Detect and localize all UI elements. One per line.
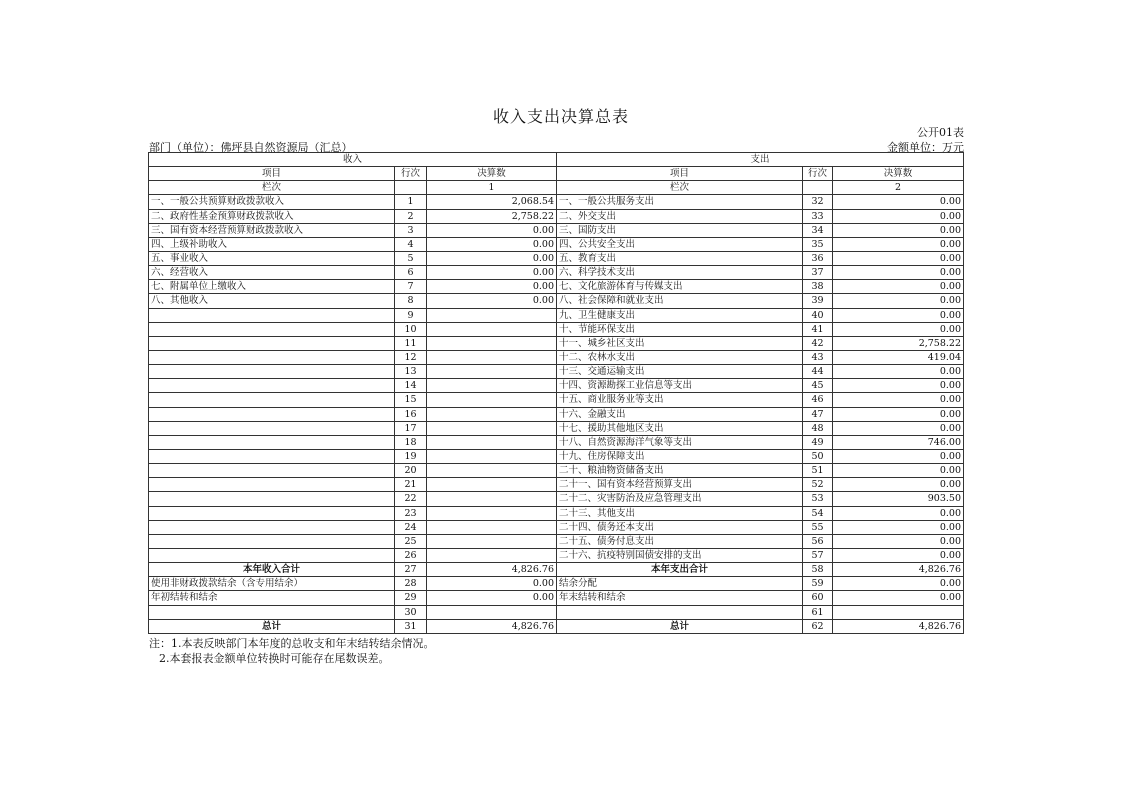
expense-amount-cell: 0.00 (833, 478, 964, 492)
income-column-number: 1 (427, 181, 557, 195)
table-row (149, 506, 964, 520)
expense-line-no-cell: 50 (803, 449, 833, 463)
income-line-no-cell: 10 (395, 322, 427, 336)
income-amount-cell (427, 421, 557, 435)
expense-column-number: 2 (833, 181, 964, 195)
expense-item-cell: 二十二、灾害防治及应急管理支出 (557, 492, 803, 506)
expense-item-cell: 二、外交支出 (557, 209, 803, 223)
income-amount-cell: 4,826.76 (427, 619, 557, 633)
table-row (149, 548, 964, 562)
expense-line-no-cell: 32 (803, 195, 833, 209)
income-amount-cell (427, 464, 557, 478)
income-line-no-cell: 24 (395, 520, 427, 534)
income-amount-cell (427, 350, 557, 364)
income-line-no-cell: 7 (395, 280, 427, 294)
expense-amount-cell: 4,826.76 (833, 619, 964, 633)
expense-amount-cell: 0.00 (833, 534, 964, 548)
income-item-cell (149, 393, 395, 407)
income-line-no-cell: 18 (395, 435, 427, 449)
table-row (149, 492, 964, 506)
expense-amount-cell: 0.00 (833, 195, 964, 209)
table-row (149, 209, 964, 223)
table-row (149, 308, 964, 322)
income-line-no-cell: 13 (395, 365, 427, 379)
expense-line-no-cell: 51 (803, 464, 833, 478)
empty-cell (803, 181, 833, 195)
expense-amount-cell: 0.00 (833, 591, 964, 605)
income-item-cell: 五、事业收入 (149, 251, 395, 265)
income-line-no-cell: 25 (395, 534, 427, 548)
table-row (149, 563, 964, 577)
income-amount-cell (427, 393, 557, 407)
table-row (149, 449, 964, 463)
expense-amount-cell: 0.00 (833, 464, 964, 478)
income-amount-cell (427, 605, 557, 619)
expense-amount-cell: 746.00 (833, 435, 964, 449)
income-item-cell (149, 548, 395, 562)
expense-line-no-cell: 46 (803, 393, 833, 407)
income-item-cell (149, 449, 395, 463)
header-row-sections (149, 153, 964, 167)
expense-item-cell: 三、国防支出 (557, 223, 803, 237)
expense-line-no-cell: 61 (803, 605, 833, 619)
expense-amount-cell: 0.00 (833, 393, 964, 407)
expense-line-no-cell: 60 (803, 591, 833, 605)
form-id: 公开01表 (917, 126, 964, 139)
income-item-cell (149, 379, 395, 393)
table-row (149, 294, 964, 308)
table-row (149, 464, 964, 478)
income-line-no-cell: 22 (395, 492, 427, 506)
income-item-cell (149, 478, 395, 492)
income-item-cell: 总计 (149, 619, 395, 633)
expense-item-cell: 八、社会保障和就业支出 (557, 294, 803, 308)
expense-item-cell: 十二、农林水支出 (557, 350, 803, 364)
expense-line-no-cell: 58 (803, 563, 833, 577)
expense-line-no-cell: 56 (803, 534, 833, 548)
expense-item-cell: 二十四、债务还本支出 (557, 520, 803, 534)
expense-amount-cell: 0.00 (833, 294, 964, 308)
income-item-cell: 六、经营收入 (149, 266, 395, 280)
expense-item-cell: 二十五、债务付息支出 (557, 534, 803, 548)
expense-amount-cell: 0.00 (833, 520, 964, 534)
expense-item-cell: 年末结转和结余 (557, 591, 803, 605)
expense-amount-cell: 0.00 (833, 251, 964, 265)
table-row (149, 619, 964, 633)
income-item-cell (149, 520, 395, 534)
table-row (149, 350, 964, 364)
expense-amount-cell: 903.50 (833, 492, 964, 506)
income-amount-cell (427, 449, 557, 463)
expense-item-cell: 十八、自然资源海洋气象等支出 (557, 435, 803, 449)
income-amount-cell: 4,826.76 (427, 563, 557, 577)
income-line-no-cell: 16 (395, 407, 427, 421)
expense-line-no-cell: 39 (803, 294, 833, 308)
note-2: 2.本套报表金额单位转换时可能存在尾数误差。 (159, 652, 390, 665)
income-item-cell: 八、其他收入 (149, 294, 395, 308)
expense-item-cell: 五、教育支出 (557, 251, 803, 265)
table-row (149, 520, 964, 534)
income-item-cell (149, 308, 395, 322)
table-row (149, 237, 964, 251)
table-row (149, 322, 964, 336)
table-row (149, 195, 964, 209)
income-amount-cell (427, 435, 557, 449)
expense-column-label: 栏次 (557, 181, 803, 195)
expense-item-cell (557, 605, 803, 619)
income-item-cell: 四、上级补助收入 (149, 237, 395, 251)
income-line-no-cell: 20 (395, 464, 427, 478)
expense-item-cell: 十三、交通运输支出 (557, 365, 803, 379)
expense-section-header: 支出 (557, 153, 964, 167)
income-section-header: 收入 (149, 153, 557, 167)
expense-line-no-cell: 48 (803, 421, 833, 435)
expense-line-no-cell: 36 (803, 251, 833, 265)
expense-line-no-cell: 53 (803, 492, 833, 506)
expense-line-no-cell: 45 (803, 379, 833, 393)
income-line-no-cell: 26 (395, 548, 427, 562)
table-row (149, 421, 964, 435)
income-item-cell (149, 506, 395, 520)
income-item-cell (149, 407, 395, 421)
income-item-header: 项目 (149, 167, 395, 181)
income-amount-header: 决算数 (427, 167, 557, 181)
expense-item-cell: 本年支出合计 (557, 563, 803, 577)
expense-item-cell: 二十六、抗疫特别国债安排的支出 (557, 548, 803, 562)
expense-line-no-cell: 37 (803, 266, 833, 280)
empty-cell (395, 181, 427, 195)
income-item-cell (149, 464, 395, 478)
income-item-cell: 年初结转和结余 (149, 591, 395, 605)
income-amount-cell (427, 478, 557, 492)
expense-amount-cell: 0.00 (833, 237, 964, 251)
expense-line-no-cell: 34 (803, 223, 833, 237)
expense-item-cell: 总计 (557, 619, 803, 633)
income-amount-cell (427, 379, 557, 393)
header-row-columns (149, 167, 964, 181)
income-amount-cell (427, 336, 557, 350)
table-row (149, 266, 964, 280)
header-row-column-numbers (149, 181, 964, 195)
expense-amount-cell: 419.04 (833, 350, 964, 364)
expense-line-no-cell: 42 (803, 336, 833, 350)
income-item-cell: 二、政府性基金预算财政拨款收入 (149, 209, 395, 223)
expense-item-cell: 十、节能环保支出 (557, 322, 803, 336)
expense-line-no-cell: 47 (803, 407, 833, 421)
income-item-cell (149, 492, 395, 506)
expense-item-cell: 十四、资源勘探工业信息等支出 (557, 379, 803, 393)
expense-amount-cell: 0.00 (833, 266, 964, 280)
expense-item-cell: 结余分配 (557, 577, 803, 591)
income-amount-cell (427, 407, 557, 421)
income-amount-cell: 0.00 (427, 577, 557, 591)
expense-item-cell: 十一、城乡社区支出 (557, 336, 803, 350)
income-item-cell (149, 350, 395, 364)
expense-amount-cell: 0.00 (833, 209, 964, 223)
expense-amount-cell: 0.00 (833, 365, 964, 379)
table-row (149, 605, 964, 619)
income-item-cell (149, 605, 395, 619)
income-line-no-cell: 5 (395, 251, 427, 265)
income-line-no-cell: 21 (395, 478, 427, 492)
table-row (149, 379, 964, 393)
income-amount-cell: 0.00 (427, 280, 557, 294)
expense-item-cell: 九、卫生健康支出 (557, 308, 803, 322)
expense-amount-cell: 2,758.22 (833, 336, 964, 350)
expense-line-no-cell: 41 (803, 322, 833, 336)
expense-line-no-cell: 43 (803, 350, 833, 364)
table-row (149, 435, 964, 449)
note-1: 注：1.本表反映部门本年度的总收支和年末结转结余情况。 (149, 637, 435, 650)
income-line-no-cell: 31 (395, 619, 427, 633)
income-line-no-cell: 2 (395, 209, 427, 223)
income-amount-cell: 2,068.54 (427, 195, 557, 209)
table-row (149, 534, 964, 548)
expense-amount-cell: 0.00 (833, 548, 964, 562)
table-row (149, 365, 964, 379)
expense-amount-cell: 0.00 (833, 407, 964, 421)
page-title: 收入支出决算总表 (492, 107, 629, 126)
income-item-cell (149, 365, 395, 379)
income-item-cell: 使用非财政拨款结余（含专用结余） (149, 577, 395, 591)
income-amount-cell (427, 548, 557, 562)
expense-item-cell: 十五、商业服务业等支出 (557, 393, 803, 407)
income-column-label: 栏次 (149, 181, 395, 195)
income-line-no-cell: 15 (395, 393, 427, 407)
expense-item-cell: 十七、援助其他地区支出 (557, 421, 803, 435)
table-row (149, 223, 964, 237)
income-line-no-cell: 8 (395, 294, 427, 308)
table-row (149, 577, 964, 591)
income-line-no-cell: 30 (395, 605, 427, 619)
expense-item-cell: 十六、金融支出 (557, 407, 803, 421)
income-amount-cell: 0.00 (427, 591, 557, 605)
expense-line-no-cell: 57 (803, 548, 833, 562)
expense-line-no-cell: 35 (803, 237, 833, 251)
income-line-no-cell: 29 (395, 591, 427, 605)
income-item-cell: 三、国有资本经营预算财政拨款收入 (149, 223, 395, 237)
expense-amount-cell: 0.00 (833, 308, 964, 322)
income-item-cell (149, 421, 395, 435)
table-row (149, 407, 964, 421)
income-line-no-cell: 12 (395, 350, 427, 364)
table-row (149, 478, 964, 492)
unit-label: 金额单位：万元 (887, 141, 964, 154)
income-line-no-header: 行次 (395, 167, 427, 181)
table-row (149, 591, 964, 605)
expense-line-no-cell: 38 (803, 280, 833, 294)
income-line-no-cell: 17 (395, 421, 427, 435)
income-item-cell (149, 534, 395, 548)
expense-item-cell: 二十三、其他支出 (557, 506, 803, 520)
income-amount-cell (427, 520, 557, 534)
table-row (149, 280, 964, 294)
expense-amount-cell: 0.00 (833, 577, 964, 591)
expense-line-no-cell: 55 (803, 520, 833, 534)
income-line-no-cell: 27 (395, 563, 427, 577)
table-row (149, 251, 964, 265)
expense-item-cell: 六、科学技术支出 (557, 266, 803, 280)
table-row (149, 393, 964, 407)
income-amount-cell: 0.00 (427, 223, 557, 237)
income-line-no-cell: 19 (395, 449, 427, 463)
expense-item-cell: 十九、住房保障支出 (557, 449, 803, 463)
expense-amount-cell (833, 605, 964, 619)
income-item-cell: 一、一般公共预算财政拨款收入 (149, 195, 395, 209)
expense-line-no-cell: 33 (803, 209, 833, 223)
income-amount-cell: 0.00 (427, 237, 557, 251)
income-expense-table (148, 152, 964, 634)
department-label: 部门（单位）：佛坪县自然资源局（汇总） (149, 141, 353, 154)
income-amount-cell (427, 534, 557, 548)
income-line-no-cell: 11 (395, 336, 427, 350)
expense-item-cell: 一、一般公共服务支出 (557, 195, 803, 209)
income-line-no-cell: 23 (395, 506, 427, 520)
expense-item-header: 项目 (557, 167, 803, 181)
expense-item-cell: 二十、粮油物资储备支出 (557, 464, 803, 478)
income-amount-cell: 2,758.22 (427, 209, 557, 223)
expense-line-no-cell: 40 (803, 308, 833, 322)
expense-amount-cell: 0.00 (833, 223, 964, 237)
income-item-cell (149, 322, 395, 336)
expense-line-no-cell: 49 (803, 435, 833, 449)
expense-item-cell: 七、文化旅游体育与传媒支出 (557, 280, 803, 294)
table-row (149, 336, 964, 350)
income-amount-cell (427, 492, 557, 506)
expense-amount-cell: 0.00 (833, 506, 964, 520)
income-amount-cell (427, 506, 557, 520)
expense-line-no-cell: 52 (803, 478, 833, 492)
expense-line-no-cell: 62 (803, 619, 833, 633)
income-line-no-cell: 9 (395, 308, 427, 322)
income-item-cell: 七、附属单位上缴收入 (149, 280, 395, 294)
expense-amount-cell: 0.00 (833, 280, 964, 294)
income-line-no-cell: 1 (395, 195, 427, 209)
expense-item-cell: 二十一、国有资本经营预算支出 (557, 478, 803, 492)
income-item-cell (149, 336, 395, 350)
expense-amount-cell: 0.00 (833, 449, 964, 463)
income-amount-cell: 0.00 (427, 251, 557, 265)
expense-line-no-cell: 59 (803, 577, 833, 591)
income-line-no-cell: 14 (395, 379, 427, 393)
notes (149, 636, 435, 666)
income-item-cell: 本年收入合计 (149, 563, 395, 577)
expense-amount-cell: 0.00 (833, 379, 964, 393)
expense-amount-header: 决算数 (833, 167, 964, 181)
income-amount-cell (427, 322, 557, 336)
expense-amount-cell: 4,826.76 (833, 563, 964, 577)
income-amount-cell (427, 365, 557, 379)
income-line-no-cell: 6 (395, 266, 427, 280)
expense-amount-cell: 0.00 (833, 322, 964, 336)
income-line-no-cell: 28 (395, 577, 427, 591)
expense-amount-cell: 0.00 (833, 421, 964, 435)
expense-line-no-cell: 44 (803, 365, 833, 379)
income-amount-cell: 0.00 (427, 266, 557, 280)
income-item-cell (149, 435, 395, 449)
income-line-no-cell: 3 (395, 223, 427, 237)
income-amount-cell (427, 308, 557, 322)
expense-line-no-cell: 54 (803, 506, 833, 520)
income-line-no-cell: 4 (395, 237, 427, 251)
expense-item-cell: 四、公共安全支出 (557, 237, 803, 251)
income-amount-cell: 0.00 (427, 294, 557, 308)
expense-line-no-header: 行次 (803, 167, 833, 181)
